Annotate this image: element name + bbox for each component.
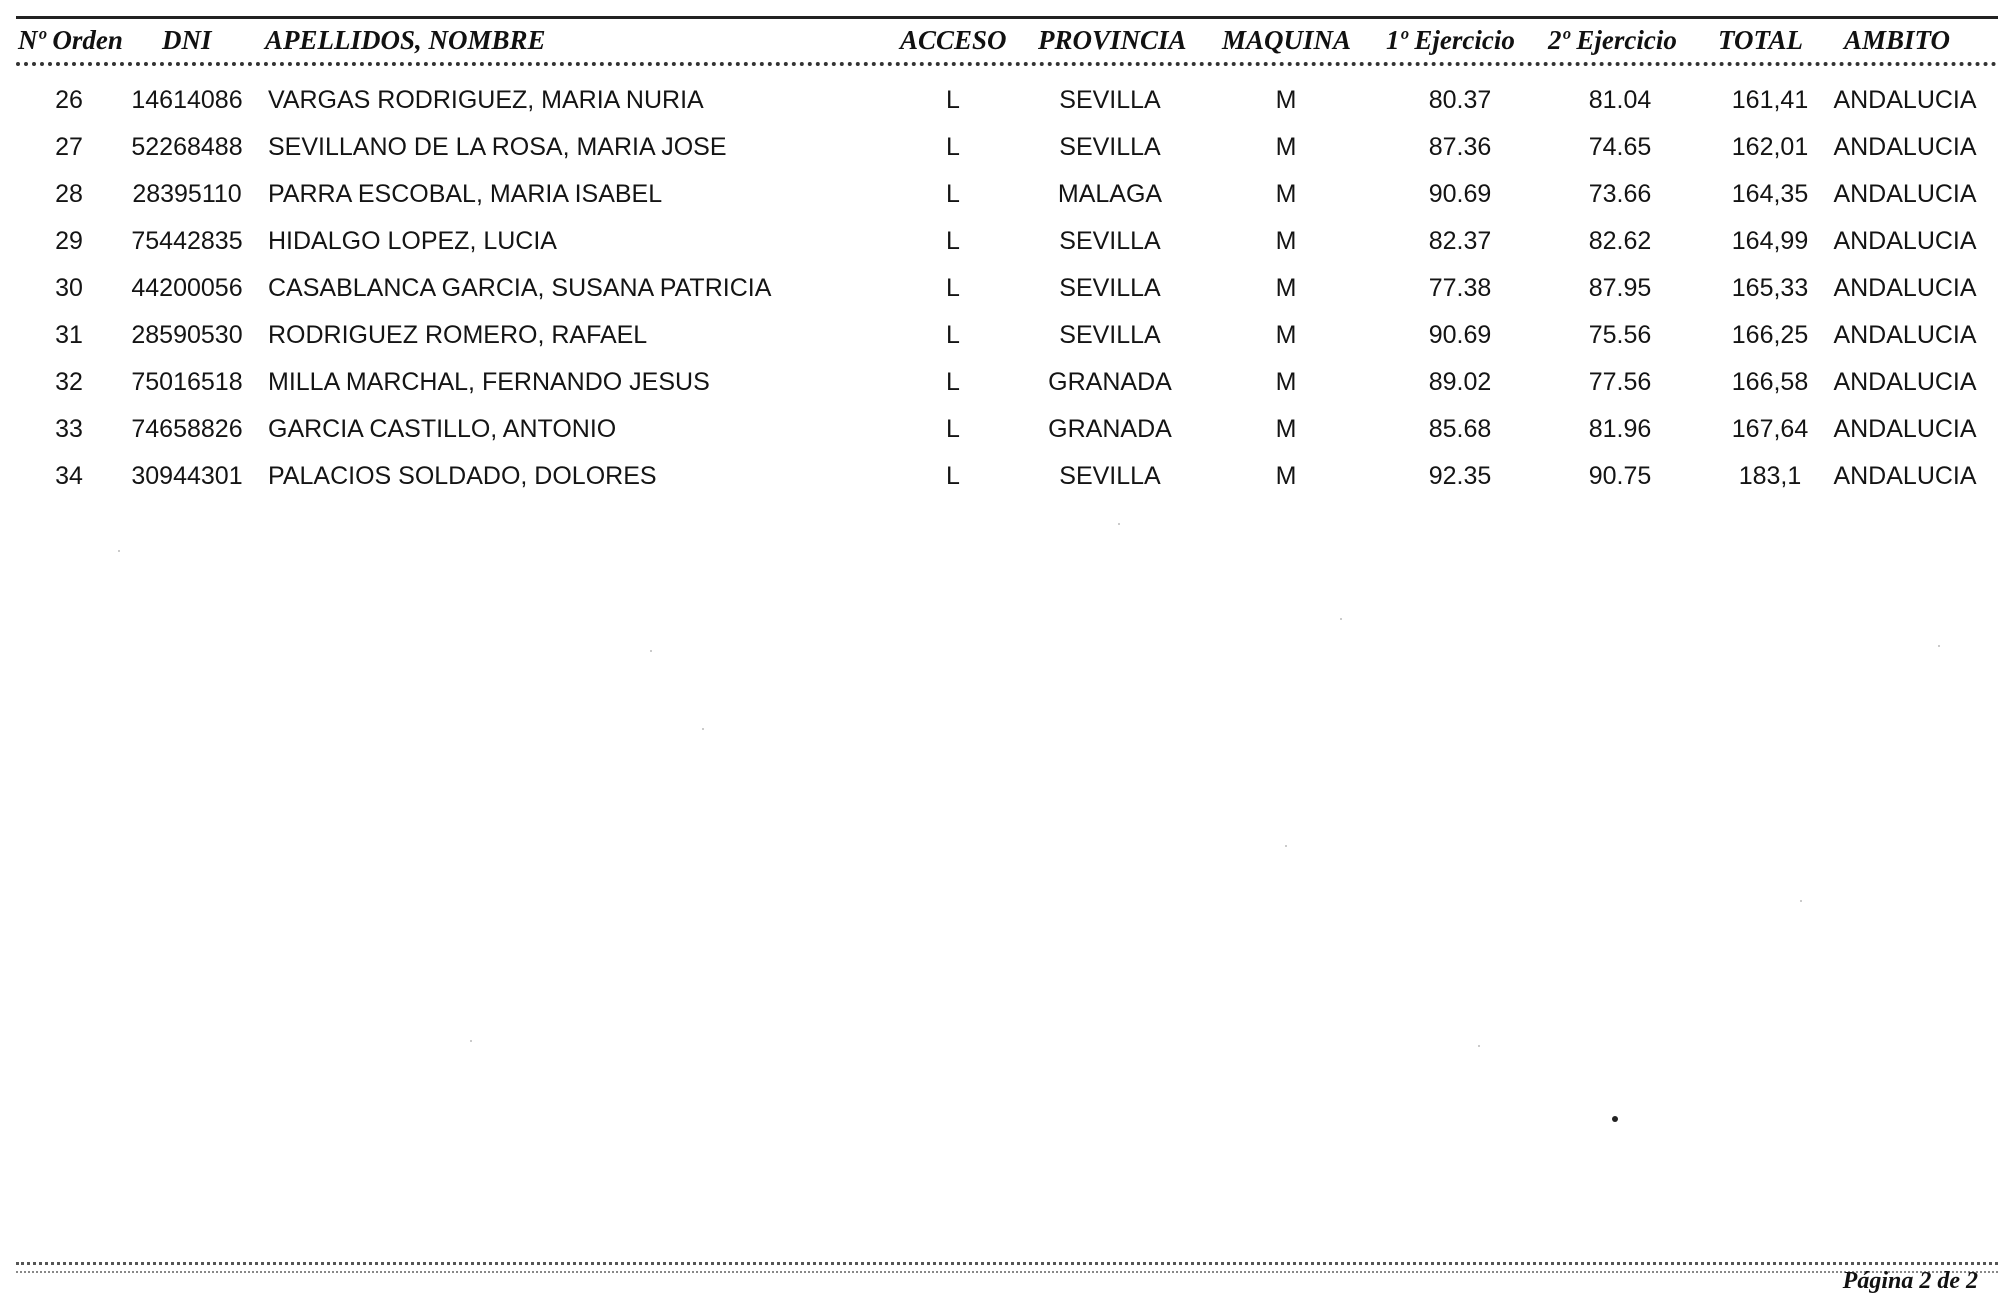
header-top-rule: [16, 16, 1998, 19]
cell-provincia: SEVILLA: [1059, 274, 1161, 302]
table-row: [0, 172, 2000, 219]
scan-speck: [1285, 845, 1287, 847]
cell-provincia: SEVILLA: [1059, 133, 1161, 161]
scan-speck: [1340, 618, 1342, 620]
cell-orden: 34: [55, 462, 83, 490]
cell-ambito: ANDALUCIA: [1833, 180, 1977, 208]
cell-maquina: M: [1275, 462, 1297, 490]
cell-orden: 33: [55, 415, 83, 443]
header-acceso: ACCESO: [900, 25, 1007, 55]
page-number: Página 2 de 2: [1842, 1268, 1978, 1294]
cell-nombre: VARGAS RODRIGUEZ, MARIA NURIA: [268, 86, 704, 114]
cell-maquina: M: [1275, 180, 1297, 208]
cell-total: 166,25: [1731, 321, 1809, 349]
cell-acceso: L: [946, 133, 960, 161]
cell-maquina: M: [1275, 86, 1297, 114]
cell-orden: 29: [55, 227, 83, 255]
cell-nombre: MILLA MARCHAL, FERNANDO JESUS: [268, 368, 710, 396]
cell-dni: 52268488: [131, 133, 243, 161]
results-table-body: [0, 78, 2000, 501]
cell-dni: 75442835: [131, 227, 243, 255]
cell-ejercicio1: 87.36: [1428, 133, 1492, 161]
cell-ejercicio2: 75.56: [1588, 321, 1652, 349]
cell-orden: 28: [55, 180, 83, 208]
cell-orden: 27: [55, 133, 83, 161]
cell-dni: 14614086: [131, 86, 243, 114]
cell-total: 167,64: [1731, 415, 1809, 443]
cell-maquina: M: [1275, 415, 1297, 443]
header-maquina: MAQUINA: [1222, 25, 1352, 55]
header-ejercicio2: 2º Ejercicio: [1548, 25, 1677, 55]
cell-provincia: GRANADA: [1048, 368, 1172, 396]
cell-acceso: L: [946, 321, 960, 349]
header-ejercicio1: 1º Ejercicio: [1386, 25, 1515, 55]
cell-ejercicio2: 81.04: [1588, 86, 1652, 114]
cell-dni: 28590530: [131, 321, 243, 349]
cell-nombre: CASABLANCA GARCIA, SUSANA PATRICIA: [268, 274, 772, 302]
cell-orden: 26: [55, 86, 83, 114]
cell-provincia: MALAGA: [1057, 180, 1163, 208]
scan-speck: [1118, 523, 1120, 525]
cell-ambito: ANDALUCIA: [1833, 415, 1977, 443]
cell-total: 183,1: [1738, 462, 1802, 490]
cell-nombre: GARCIA CASTILLO, ANTONIO: [268, 415, 617, 443]
cell-ambito: ANDALUCIA: [1833, 368, 1977, 396]
cell-ejercicio1: 80.37: [1428, 86, 1492, 114]
cell-ejercicio1: 77.38: [1428, 274, 1492, 302]
header-nombre: APELLIDOS, NOMBRE: [265, 25, 546, 55]
cell-ejercicio2: 82.62: [1588, 227, 1652, 255]
cell-total: 164,99: [1731, 227, 1809, 255]
cell-dni: 74658826: [131, 415, 243, 443]
cell-ambito: ANDALUCIA: [1833, 462, 1977, 490]
cell-provincia: SEVILLA: [1059, 86, 1161, 114]
table-row: [0, 407, 2000, 454]
cell-ambito: ANDALUCIA: [1833, 133, 1977, 161]
cell-acceso: L: [946, 368, 960, 396]
table-row: [0, 266, 2000, 313]
cell-ejercicio1: 90.69: [1428, 180, 1492, 208]
cell-ambito: ANDALUCIA: [1833, 274, 1977, 302]
cell-acceso: L: [946, 180, 960, 208]
header-total: TOTAL: [1718, 25, 1804, 55]
cell-ambito: ANDALUCIA: [1833, 321, 1977, 349]
table-row: [0, 360, 2000, 407]
cell-nombre: HIDALGO LOPEZ, LUCIA: [268, 227, 557, 255]
cell-maquina: M: [1275, 274, 1297, 302]
footer-rule: [16, 1262, 1998, 1273]
ink-dot: [1612, 1116, 1618, 1122]
scan-speck: [650, 650, 652, 652]
cell-dni: 30944301: [131, 462, 243, 490]
header-ambito: AMBITO: [1844, 25, 1951, 55]
cell-maquina: M: [1275, 133, 1297, 161]
cell-nombre: RODRIGUEZ ROMERO, RAFAEL: [268, 321, 648, 349]
scan-speck: [702, 728, 704, 730]
cell-ejercicio1: 85.68: [1428, 415, 1492, 443]
header-orden: Nº Orden: [18, 25, 123, 55]
cell-orden: 31: [55, 321, 83, 349]
cell-total: 162,01: [1731, 133, 1809, 161]
table-row: [0, 313, 2000, 360]
cell-provincia: SEVILLA: [1059, 321, 1161, 349]
cell-maquina: M: [1275, 368, 1297, 396]
scan-speck: [1478, 1045, 1480, 1047]
scan-speck: [118, 550, 120, 552]
scan-speck: [470, 1040, 472, 1042]
cell-nombre: SEVILLANO DE LA ROSA, MARIA JOSE: [268, 133, 727, 161]
cell-ejercicio2: 90.75: [1588, 462, 1652, 490]
header-provincia: PROVINCIA: [1038, 25, 1187, 55]
cell-total: 161,41: [1731, 86, 1809, 114]
cell-ejercicio1: 90.69: [1428, 321, 1492, 349]
cell-maquina: M: [1275, 227, 1297, 255]
table-row: [0, 78, 2000, 125]
cell-ejercicio2: 81.96: [1588, 415, 1652, 443]
cell-ambito: ANDALUCIA: [1833, 227, 1977, 255]
cell-acceso: L: [946, 462, 960, 490]
cell-provincia: SEVILLA: [1059, 227, 1161, 255]
cell-nombre: PALACIOS SOLDADO, DOLORES: [268, 462, 657, 490]
cell-nombre: PARRA ESCOBAL, MARIA ISABEL: [268, 180, 663, 208]
cell-provincia: GRANADA: [1048, 415, 1172, 443]
cell-total: 166,58: [1731, 368, 1809, 396]
cell-ejercicio2: 77.56: [1588, 368, 1652, 396]
cell-dni: 44200056: [131, 274, 243, 302]
cell-acceso: L: [946, 415, 960, 443]
cell-ejercicio2: 73.66: [1588, 180, 1652, 208]
cell-ejercicio1: 82.37: [1428, 227, 1492, 255]
header-bottom-rule: [16, 62, 1998, 66]
cell-dni: 75016518: [131, 368, 243, 396]
cell-orden: 30: [55, 274, 83, 302]
cell-orden: 32: [55, 368, 83, 396]
cell-acceso: L: [946, 227, 960, 255]
cell-acceso: L: [946, 86, 960, 114]
table-row: [0, 125, 2000, 172]
cell-total: 164,35: [1731, 180, 1809, 208]
scan-speck: [1800, 900, 1802, 902]
cell-ejercicio1: 89.02: [1428, 368, 1492, 396]
table-row: [0, 219, 2000, 266]
cell-ambito: ANDALUCIA: [1833, 86, 1977, 114]
cell-dni: 28395110: [132, 180, 242, 208]
scan-speck: [1938, 645, 1940, 647]
header-dni: DNI: [162, 25, 212, 55]
cell-ejercicio1: 92.35: [1428, 462, 1492, 490]
cell-ejercicio2: 74.65: [1588, 133, 1652, 161]
table-row: [0, 454, 2000, 501]
cell-total: 165,33: [1731, 274, 1809, 302]
cell-ejercicio2: 87.95: [1588, 274, 1652, 302]
cell-provincia: SEVILLA: [1059, 462, 1161, 490]
cell-acceso: L: [946, 274, 960, 302]
cell-maquina: M: [1275, 321, 1297, 349]
